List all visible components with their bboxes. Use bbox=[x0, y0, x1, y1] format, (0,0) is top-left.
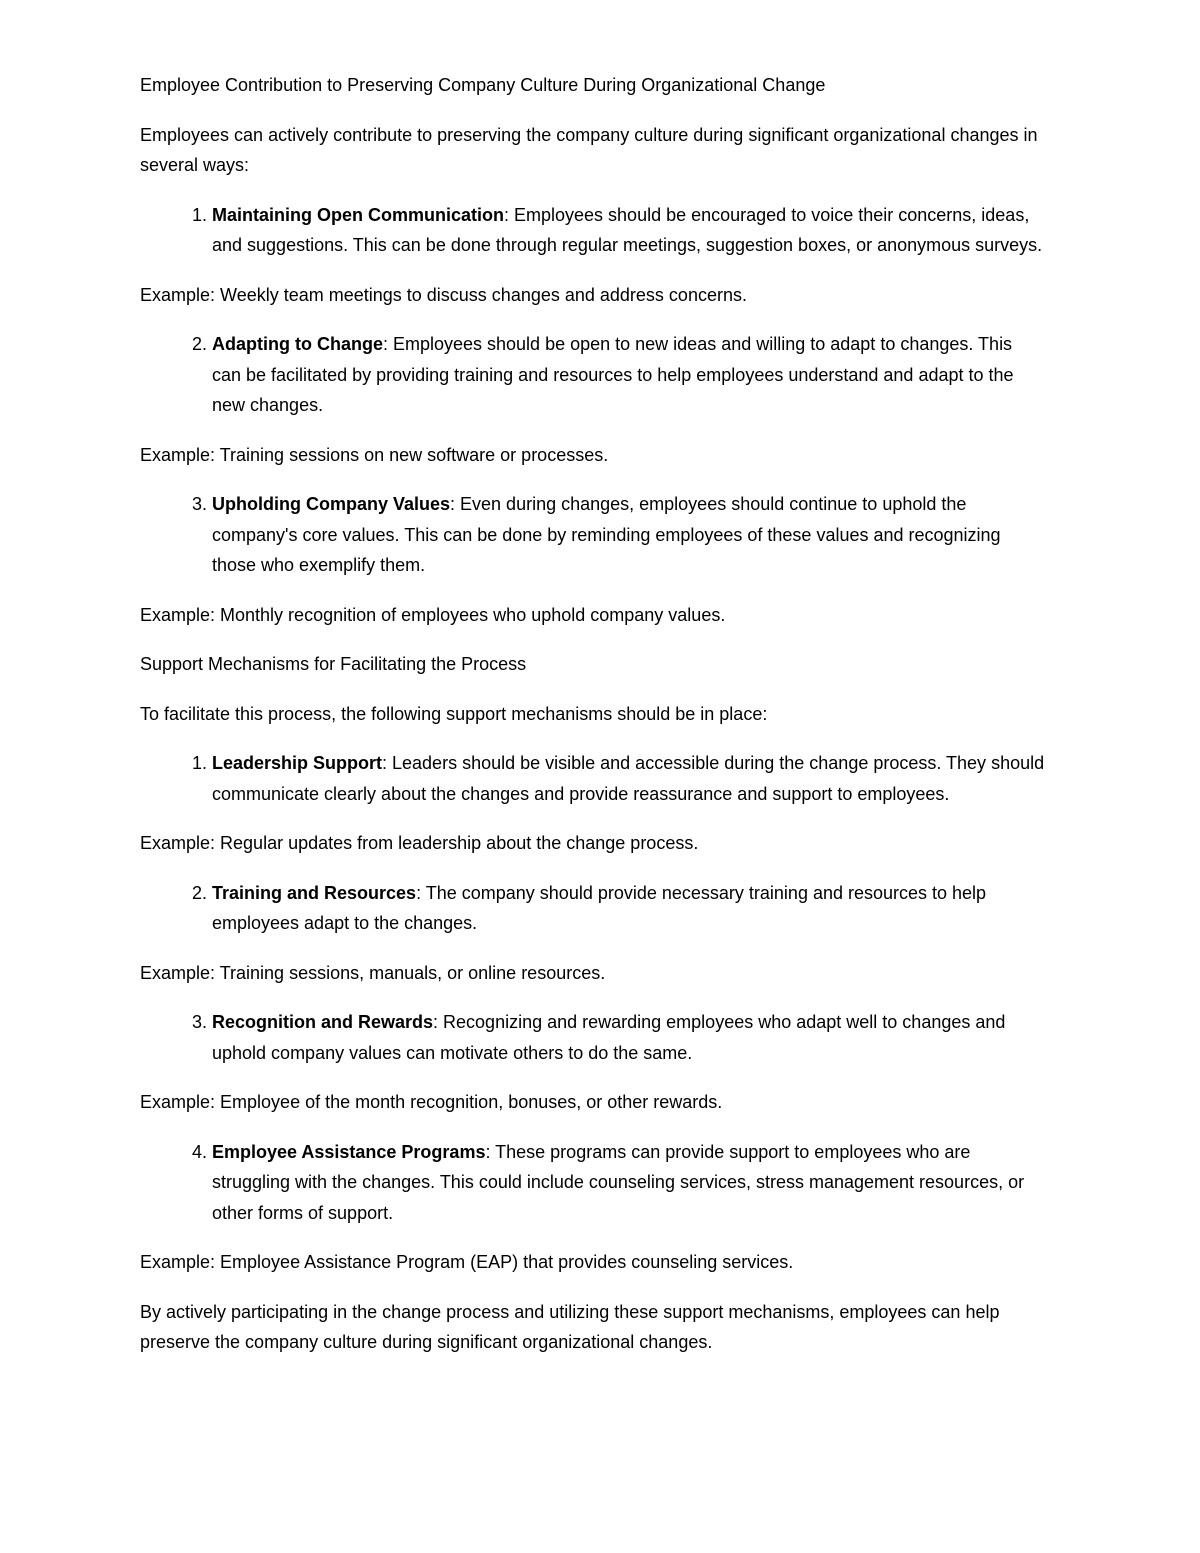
list-item bbox=[212, 1007, 1045, 1068]
contribution-list-item-3 bbox=[140, 489, 1045, 581]
example-paragraph: Example: Weekly team meetings to discuss changes and address concerns. bbox=[140, 284, 747, 305]
section-heading: Support Mechanisms for Facilitating the Process bbox=[140, 654, 527, 674]
list-item bbox=[212, 329, 1045, 421]
example-paragraph: Example: Monthly recognition of employees who uphold company values. bbox=[140, 604, 726, 625]
support-list-item-4 bbox=[140, 1137, 1045, 1229]
example-paragraph: Example: Employee Assistance Program (EAP) that provides counseling services. bbox=[140, 1252, 794, 1272]
contribution-list-item-2 bbox=[140, 329, 1045, 421]
list-item-term: Recognition and Rewards bbox=[212, 1012, 434, 1032]
list-item-text: : Employees should be open to new ideas and willing to adapt to changes. This can be facilitated by providing training and resources to help employees understand and adapt to the new changes. bbox=[212, 334, 1014, 415]
example-paragraph: Example: Employee of the month recognition, bonuses, or other rewards. bbox=[140, 1092, 723, 1112]
list-item-text: : Employees should be encouraged to voice their concerns, ideas, and suggestions. This can be done through regular meetings, suggestion boxes, or anonymous surveys. bbox=[212, 204, 1043, 255]
support-list-item-1 bbox=[140, 748, 1045, 809]
list-item-term: Employee Assistance Programs bbox=[212, 1141, 486, 1162]
section-intro: To facilitate this process, the following support mechanisms should be in place: bbox=[140, 703, 768, 724]
list-item bbox=[212, 748, 1045, 809]
document-body bbox=[140, 70, 1045, 1377]
list-item-text: : Leaders should be visible and accessible during the change process. They should communicate clearly about the changes and provide reassurance and support to employees. bbox=[212, 753, 1045, 804]
list-item-text: : The company should provide necessary training and resources to help employees adapt to the changes. bbox=[212, 882, 987, 933]
example-paragraph: Example: Regular updates from leadership about the change process. bbox=[140, 833, 699, 853]
list-item bbox=[212, 489, 1045, 581]
list-item-term: Maintaining Open Communication bbox=[212, 204, 504, 225]
example-paragraph: Example: Training sessions on new software or processes. bbox=[140, 444, 609, 465]
list-item bbox=[212, 200, 1045, 261]
document-title: Employee Contribution to Preserving Company Culture During Organizational Change bbox=[140, 75, 826, 95]
list-item bbox=[212, 878, 1045, 939]
list-item-term: Upholding Company Values bbox=[212, 494, 451, 514]
list-item bbox=[212, 1137, 1045, 1229]
list-item-term: Leadership Support bbox=[212, 753, 383, 773]
conclusion-paragraph: By actively participating in the change process and utilizing these support mechanisms, employees can help preserve the company culture during significant organizational changes. bbox=[140, 1301, 1000, 1352]
contribution-list-item-1 bbox=[140, 200, 1045, 261]
list-item-text: : Recognizing and rewarding employees who adapt well to changes and uphold company values can motivate others to do the same. bbox=[212, 1012, 1006, 1063]
list-item-term: Adapting to Change bbox=[212, 334, 383, 354]
intro-paragraph: Employees can actively contribute to preserving the company culture during significant organizational changes in several ways: bbox=[140, 124, 1038, 175]
support-list-item-3 bbox=[140, 1007, 1045, 1068]
support-list-item-2 bbox=[140, 878, 1045, 939]
example-paragraph: Example: Training sessions, manuals, or online resources. bbox=[140, 962, 606, 983]
list-item-term: Training and Resources bbox=[212, 882, 417, 903]
list-item-text: : Even during changes, employees should continue to uphold the company's core values. This can be done by reminding employees of these values and recognizing those who exemplify them. bbox=[212, 494, 1001, 575]
list-item-text: : These programs can provide support to employees who are struggling with the changes. This could include counseling services, stress management resources, or other forms of support. bbox=[212, 1141, 1025, 1223]
